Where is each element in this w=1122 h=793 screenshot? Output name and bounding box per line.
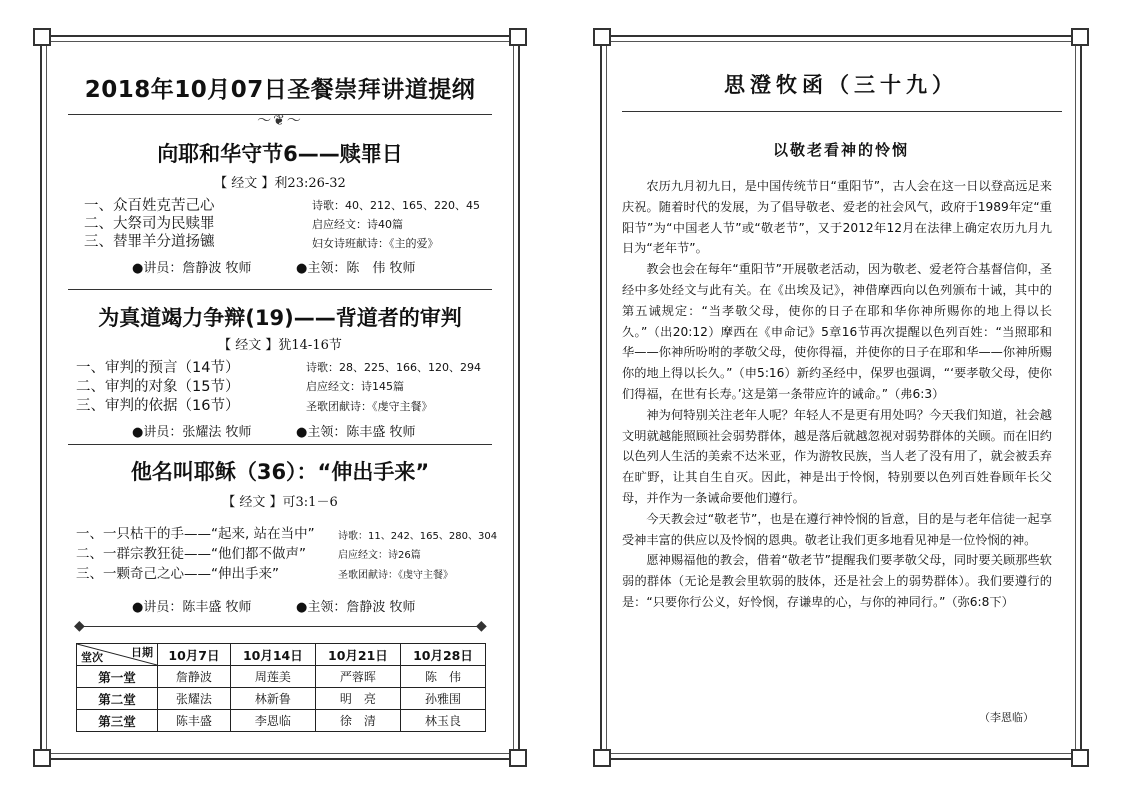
- sermon-2-leader: ●主领：陈丰盛 牧师: [296, 425, 416, 440]
- table-cell: 徐 清: [315, 710, 400, 732]
- sermon-3-hymns: 诗歌：11、242、165、280、304: [338, 531, 498, 542]
- sermon-2-point: 一、审判的预言（14节）: [76, 360, 240, 376]
- article-body: [622, 176, 1052, 613]
- corner-ornament: [593, 28, 611, 46]
- sermon-1-scripture: 【 经文 】利23:26-32: [214, 176, 346, 191]
- table-column-header: 10月28日: [400, 644, 485, 666]
- sermon-3-point: 二、一群宗教狂徒——“他们都不做声”: [76, 546, 306, 562]
- divider: [68, 289, 492, 290]
- table-cell: 李恩临: [230, 710, 315, 732]
- corner-ornament: [33, 28, 51, 46]
- corner-ornament: [509, 749, 527, 767]
- table-row: [77, 666, 486, 688]
- sermon-3-choir: 圣歌团献诗：《虔守主餐》: [338, 570, 453, 581]
- table-cell: 明 亮: [315, 688, 400, 710]
- corner-ornament: [509, 28, 527, 46]
- table-row-label: 第一堂: [77, 666, 158, 688]
- article-author: （李恩临）: [979, 711, 1034, 724]
- sermon-3-leader: ●主领：詹静波 牧师: [296, 600, 416, 615]
- sermon-2-speaker: ●讲员：张耀法 牧师: [132, 425, 252, 440]
- sermon-3-point: 一、一只枯干的手——“起来, 站在当中”: [76, 526, 315, 542]
- table-column-header: 10月14日: [230, 644, 315, 666]
- article-paragraph: 农历九月初九日，是中国传统节日“重阳节”，古人会在这一日以登高远足来庆祝。随着时代的发展，为了倡导敬老、爱老的社会风气，政府于1989年定“重阳节”为“中国老人节”或“敬老节”，又于2012年12月在法律上确定农历九月九日为“老年节”。: [622, 179, 1052, 256]
- article-paragraph: 神为何特别关注老年人呢？年轻人不是更有用处吗？今天我们知道，社会越文明就越能照顾社会弱势群体，越是落后就越忽视对弱势群体的关顾。而在旧约以色列人生活的美索不达米亚，作为游牧民族，当人老了没有用了，就会被丢弃在旷野，让其自生自灭。因此，神是出于怜悯，特别要以色列百姓眷顾年长父母，并作为一条诫命要他们遵行。: [622, 407, 1052, 505]
- table-row: [77, 710, 486, 732]
- sermon-3-point: 三、一颗奇己之心——“伸出手来”: [76, 566, 279, 582]
- corner-ornament: [1071, 28, 1089, 46]
- table-header-row: [77, 644, 486, 666]
- sermon-1-title: 向耶和华守节6——赎罪日: [157, 142, 403, 166]
- table-cell: 林玉良: [400, 710, 485, 732]
- sermon-1-point: 二、大祭司为民赎罪: [84, 216, 215, 232]
- table-column-header: 10月7日: [158, 644, 231, 666]
- bulletin-title: 2018年10月07日圣餐崇拜讲道提纲: [84, 77, 476, 103]
- table-column-header: 10月21日: [315, 644, 400, 666]
- article-paragraph: 教会也会在每年“重阳节”开展敬老活动，因为敬老、爱老符合基督信仰，圣经中多处经文与此有关。在《出埃及记》，神借摩西向以色列颁布十诫，其中的第五诫规定：“当孝敬父母，使你的日子在耶和华你神所赐你的地上得以长久。”（出20:12）摩西在《申命记》5章16节再次提醒以色列百姓：“当照耶和华——你神所吩咐的孝敬父母，使你得福，并使你的日子在耶和华——你神所赐你的地上得以长久。”（申5:16）新约圣经中，保罗也强调，“‘要孝敬父母，使你们得福，在世有长寿。’这是第一条带应许的诫命。”（弗6:3）: [622, 262, 1052, 401]
- sermon-1-speaker: ●讲员：詹静波 牧师: [132, 261, 252, 276]
- preacher-schedule-table: [76, 643, 486, 732]
- article-subtitle: 以敬老看神的怜悯: [772, 141, 909, 159]
- sermon-2-title: 为真道竭力争辩(19)——背道者的审判: [98, 306, 462, 330]
- sermon-1-hymns: 诗歌：40、212、165、220、45: [312, 199, 480, 212]
- sermon-1-point: 一、众百姓克苦己心: [84, 198, 215, 214]
- table-row-label: 第三堂: [77, 710, 158, 732]
- table-row-label: 第二堂: [77, 688, 158, 710]
- sermon-2-point: 二、审判的对象（15节）: [76, 379, 240, 395]
- table-cell: 周莲美: [230, 666, 315, 688]
- left-page: [40, 35, 520, 760]
- table-corner-service-label: 堂次: [81, 651, 103, 664]
- corner-ornament: [593, 749, 611, 767]
- divider: [80, 626, 480, 627]
- divider: [622, 111, 1062, 112]
- table-corner-date-label: 日期: [131, 646, 153, 659]
- right-page: [600, 35, 1082, 760]
- table-cell: 詹静波: [158, 666, 231, 688]
- sermon-3-responsive-reading: 启应经文：诗26篇: [338, 550, 421, 561]
- table-cell: 陈丰盛: [158, 710, 231, 732]
- table-cell: 林新鲁: [230, 688, 315, 710]
- sermon-2-point: 三、审判的依据（16节）: [76, 398, 240, 414]
- sermon-1-leader: ●主领：陈 伟 牧师: [296, 261, 416, 276]
- sermon-3-speaker: ●讲员：陈丰盛 牧师: [132, 600, 252, 615]
- table-corner-cell: [77, 644, 158, 666]
- sermon-2-hymns: 诗歌：28、225、166、120、294: [306, 361, 481, 374]
- table-cell: 陈 伟: [400, 666, 485, 688]
- corner-ornament: [1071, 749, 1089, 767]
- sermon-3-title: 他名叫耶稣（36）：“伸出手来”: [130, 460, 430, 484]
- sermon-2-scripture: 【 经文 】犹14-16节: [218, 338, 342, 353]
- table-row: [77, 688, 486, 710]
- sermon-2-responsive-reading: 启应经文：诗145篇: [306, 380, 404, 393]
- divider: [68, 444, 492, 445]
- table-cell: 严蓉晖: [315, 666, 400, 688]
- divider-ornament: ◆: [476, 618, 489, 634]
- sermon-1-point: 三、替罪羊分道扬镳: [84, 234, 215, 250]
- divider-ornament: ～❦～: [257, 113, 303, 129]
- corner-ornament: [33, 749, 51, 767]
- divider-ornament: ◆: [74, 618, 87, 634]
- article-paragraph: 愿神赐福他的教会，借着“敬老节”提醒我们要孝敬父母，同时要关顾那些软弱的群体（无论是教会里软弱的肢体，还是社会上的弱势群体）。我们要遵行的是：“只要你行公义，好怜悯，存谦卑的心，与你的神同行。”（弥6:8下）: [622, 553, 1052, 609]
- sermon-3-scripture: 【 经文 】可3:1－6: [222, 495, 338, 510]
- article-paragraph: 今天教会过“敬老节”，也是在遵行神怜悯的旨意，目的是与老年信徒一起享受神丰富的供应以及怜悯的恩典。敬老让我们更多地看见神是一位怜悯的神。: [622, 511, 1052, 547]
- sermon-1-choir: 妇女诗班献诗：《主的爱》: [312, 237, 439, 250]
- pastoral-letter-title: 思澄牧函（三十九）: [724, 72, 958, 97]
- table-cell: 张耀法: [158, 688, 231, 710]
- table-cell: 孙雅围: [400, 688, 485, 710]
- sermon-2-choir: 圣歌团献诗：《虔守主餐》: [306, 400, 433, 413]
- sermon-1-responsive-reading: 启应经文：诗40篇: [312, 218, 403, 231]
